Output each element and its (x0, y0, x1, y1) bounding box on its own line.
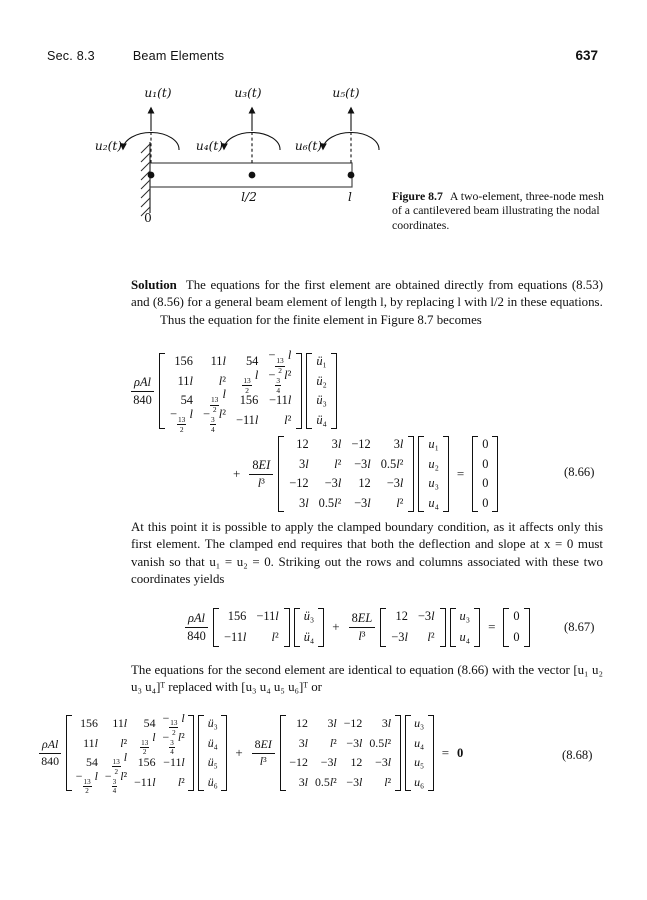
matrix-cell: −3l (320, 755, 337, 770)
vector-cell: ü₄ (316, 412, 327, 427)
zero-rhs: 0 (457, 745, 464, 760)
coeff-denominator: l³ (358, 628, 366, 643)
equation-number-866: (8.66) (564, 465, 595, 479)
wall-hatching (141, 144, 150, 216)
matrix-cell: $\frac{13}{2}$ l (210, 387, 226, 415)
matrix-cell: −3l (324, 476, 342, 491)
plus-operator: + (235, 745, 243, 760)
page-number: 637 (575, 48, 598, 63)
mass-matrix (211, 607, 292, 648)
figure-caption-label: Figure 8.7 (392, 189, 443, 203)
zero-vector (470, 435, 500, 513)
matrix-cell: 156 (239, 393, 259, 408)
matrix-cell: 3l (298, 735, 308, 750)
vector-cell: ü₃ (316, 393, 327, 408)
equation-868 (36, 707, 463, 799)
acceleration-vector (196, 714, 229, 792)
equation-number-868: (8.68) (562, 748, 593, 762)
matrix-cell: 54 (245, 354, 259, 369)
label-u4: u₄(t) (195, 139, 223, 153)
matrix-cell: −3l (354, 456, 371, 471)
vector-cell: ü₄ (303, 629, 315, 644)
matrix-cell: −11l (223, 629, 247, 644)
matrix-cell: l² (329, 735, 337, 750)
matrix-cell: 12 (358, 476, 371, 491)
matrix-cell: −11l (134, 774, 156, 789)
equation-867 (182, 599, 532, 655)
stiffness-matrix (276, 435, 416, 513)
vector-cell: u₄ (414, 735, 425, 750)
matrix-cell: − $\frac{3}{4}$ l² (162, 730, 185, 757)
matrix-cell: −3l (391, 629, 408, 644)
matrix-cell: −3l (346, 735, 363, 750)
section-title: Beam Elements (132, 49, 225, 63)
label-u1: u₁(t) (144, 86, 172, 100)
stiffness-matrix (278, 714, 403, 792)
matrix-cell: $\frac{13}{2}$ l (112, 749, 128, 776)
coeff-denominator: 840 (187, 628, 206, 643)
boundary-text: At this point it is possible to apply the clamped boundary condition, as it affects only this first element. The clamped end requires that both the deflection and slope at x = 0 must vanish so that u₁ = u₂ = 0. Striking out the rows and columns associated with these two coordinates yields (131, 520, 603, 586)
matrix-cell: 12 (296, 716, 308, 731)
matrix-cell: −11l (268, 393, 292, 408)
equals-operator: = (441, 745, 450, 760)
matrix-cell: −3l (346, 774, 363, 789)
matrix-cell: 12 (296, 437, 309, 452)
node-2 (249, 172, 256, 179)
matrix-cell: − $\frac{3}{4}$ l² (202, 406, 226, 434)
coeff-numerator: 8EI (252, 738, 275, 754)
coeff-numerator: 8EL (349, 611, 376, 627)
matrix-cell: − $\frac{3}{4}$ l² (104, 769, 128, 796)
mass-matrix (157, 348, 304, 434)
mass-coefficient (39, 738, 61, 768)
matrix-cell: 156 (137, 755, 156, 770)
label-u5: u₅(t) (332, 86, 360, 100)
coeff-denominator: l³ (259, 753, 267, 768)
vector-cell: u₂ (428, 456, 439, 471)
coeff-numerator: ρAl (39, 738, 61, 754)
equation-866-line2 (227, 434, 500, 514)
displacement-vector (448, 607, 483, 648)
stiffness-coefficient (349, 611, 376, 643)
matrix-cell: l² (177, 774, 185, 789)
label-u2: u₂(t) (94, 139, 122, 153)
vector-cell: u₁ (428, 437, 439, 452)
section-number: Sec. 8.3 (47, 49, 95, 63)
matrix-cell: −12 (343, 716, 363, 731)
matrix-cell: − $\frac{13}{2}$ l (268, 348, 292, 376)
beam-figure (85, 85, 400, 237)
matrix-cell: −12 (289, 476, 309, 491)
matrix-cell: 0.5l² (314, 774, 337, 789)
matrix-cell: − $\frac{13}{2}$ l (169, 406, 193, 434)
mass-coefficient (185, 611, 208, 643)
arc-arrow-u6 (323, 133, 379, 150)
label-u3: u₃(t) (234, 86, 262, 100)
label-origin: 0 (144, 211, 152, 225)
zero-vector (501, 607, 531, 648)
solution-text: The equations for the first element are obtained directly from equations (8.53) and (8.56) for a general beam element of length l, by replacing l with l/2 in these equations. (131, 278, 603, 310)
matrix-cell: 3l (331, 437, 342, 452)
acceleration-vector (292, 607, 327, 648)
node-1 (148, 172, 155, 179)
stiffness-matrix (378, 607, 447, 648)
coeff-numerator: ρAl (185, 611, 208, 627)
acceleration-vector (304, 352, 339, 430)
second-element-paragraph (131, 662, 603, 697)
matrix-cell: 156 (174, 354, 193, 369)
matrix-cell: 0.5l² (380, 456, 404, 471)
matrix-cell: l² (284, 412, 292, 427)
matrix-cell: −11l (256, 609, 279, 624)
vector-cell: u₄ (428, 495, 439, 510)
label-half-length: l/2 (241, 190, 257, 204)
matrix-cell: l² (218, 373, 226, 388)
matrix-cell: l² (427, 629, 435, 644)
coeff-denominator: l³ (257, 475, 265, 490)
mass-coefficient (131, 375, 154, 407)
matrix-cell: 156 (80, 716, 98, 731)
matrix-cell: 11l (112, 716, 128, 731)
figure-caption-text: A two-element, three-node mesh of a cantilevered beam illustrating the nodal coordinates. (392, 189, 604, 232)
matrix-cell: l² (334, 456, 342, 471)
vector-cell: ü₆ (207, 774, 218, 789)
matrix-cell: $\frac{13}{2}$ l (141, 730, 156, 757)
matrix-cell: − $\frac{13}{2}$ l (75, 769, 98, 796)
matrix-cell: −12 (289, 755, 308, 770)
matrix-cell: $\frac{13}{2}$ l (243, 367, 259, 395)
second-element-text: The equations for the second element are identical to equation (8.66) with the vector [u₁ u₂ u₃ u₄]ᵀ replaced with [u₃ u₄ u₅ u₆]ᵀ or (131, 663, 603, 695)
vector-cell: ü₃ (303, 609, 315, 624)
matrix-cell: l² (271, 629, 279, 644)
matrix-cell: 156 (227, 609, 247, 624)
matrix-cell: −11l (235, 412, 259, 427)
matrix-cell: −3l (354, 495, 371, 510)
solution-paragraph (131, 277, 603, 329)
vector-cell: ü₅ (207, 755, 218, 770)
matrix-cell: 3l (298, 456, 309, 471)
matrix-cell: 0.5l² (369, 735, 392, 750)
translation-arrows (151, 108, 351, 163)
equation-number-867: (8.67) (564, 620, 595, 634)
boundary-paragraph (131, 519, 603, 588)
matrix-cell: 0.5l² (318, 495, 342, 510)
vector-cell: ü₂ (316, 373, 327, 388)
vector-cell: 0 (482, 437, 489, 452)
label-full-length: l (348, 190, 352, 204)
vector-cell: ü₃ (207, 716, 218, 731)
coeff-numerator: ρAl (131, 375, 154, 391)
vector-cell: ü₁ (316, 354, 327, 369)
matrix-cell: 3l (393, 437, 404, 452)
matrix-cell: −3l (386, 476, 404, 491)
displacement-vector (403, 714, 436, 792)
matrix-cell: −11l (163, 755, 185, 770)
rotation-arrows (123, 132, 379, 150)
vector-cell: 0 (482, 495, 489, 510)
matrix-cell: l² (396, 495, 404, 510)
matrix-cell: l² (120, 735, 128, 750)
arc-arrow-u4 (224, 132, 280, 150)
vector-cell: 0 (482, 476, 489, 491)
displacement-vector (416, 435, 451, 513)
solution-label: Solution (131, 278, 177, 292)
matrix-cell: −3l (417, 609, 435, 624)
vector-cell: u₆ (414, 774, 425, 789)
coeff-numerator: 8EI (249, 458, 273, 474)
matrix-cell: 3l (298, 495, 309, 510)
figure-caption (392, 189, 613, 232)
node-3 (348, 172, 355, 179)
vector-cell: u₅ (414, 755, 425, 770)
matrix-cell: 11l (177, 373, 193, 388)
vector-cell: u₃ (428, 476, 439, 491)
equals-operator: = (488, 619, 496, 634)
matrix-cell: − $\frac{3}{4}$ l² (268, 367, 292, 395)
plus-operator: + (332, 619, 340, 634)
coeff-denominator: 840 (133, 392, 152, 407)
equals-operator: = (456, 466, 465, 481)
vector-cell: u₄ (459, 629, 471, 644)
mass-matrix (64, 710, 196, 796)
matrix-cell: 3l (298, 774, 308, 789)
matrix-cell: 54 (143, 716, 156, 731)
coeff-denominator: 840 (41, 753, 60, 768)
matrix-cell: 11l (210, 354, 226, 369)
vector-cell: 0 (513, 609, 520, 624)
matrix-cell: 54 (86, 755, 98, 770)
plus-operator: + (233, 466, 241, 481)
solution-continuation: Thus the equation for the finite element in Figure 8.7 becomes (160, 312, 482, 327)
matrix-cell: − $\frac{13}{2}$ l (162, 710, 185, 737)
vector-cell: u₃ (459, 609, 471, 624)
arc-arrow-u2 (123, 133, 179, 150)
matrix-cell: −12 (351, 437, 371, 452)
label-u6: u₆(t) (294, 139, 322, 153)
matrix-cell: 3l (381, 716, 392, 731)
matrix-cell: −3l (375, 755, 392, 770)
equation-866-line1 (128, 350, 339, 432)
matrix-cell: 11l (83, 735, 98, 750)
vector-cell: 0 (482, 456, 489, 471)
vector-cell: u₃ (414, 716, 425, 731)
matrix-cell: 12 (395, 609, 408, 624)
matrix-cell: l² (384, 774, 392, 789)
matrix-cell: 3l (327, 716, 337, 731)
stiffness-coefficient (249, 458, 273, 490)
vector-cell: 0 (513, 629, 520, 644)
running-head (47, 49, 224, 63)
vector-cell: ü₄ (207, 735, 218, 750)
matrix-cell: 12 (350, 755, 363, 770)
stiffness-coefficient (252, 738, 275, 768)
matrix-cell: 54 (180, 393, 193, 408)
